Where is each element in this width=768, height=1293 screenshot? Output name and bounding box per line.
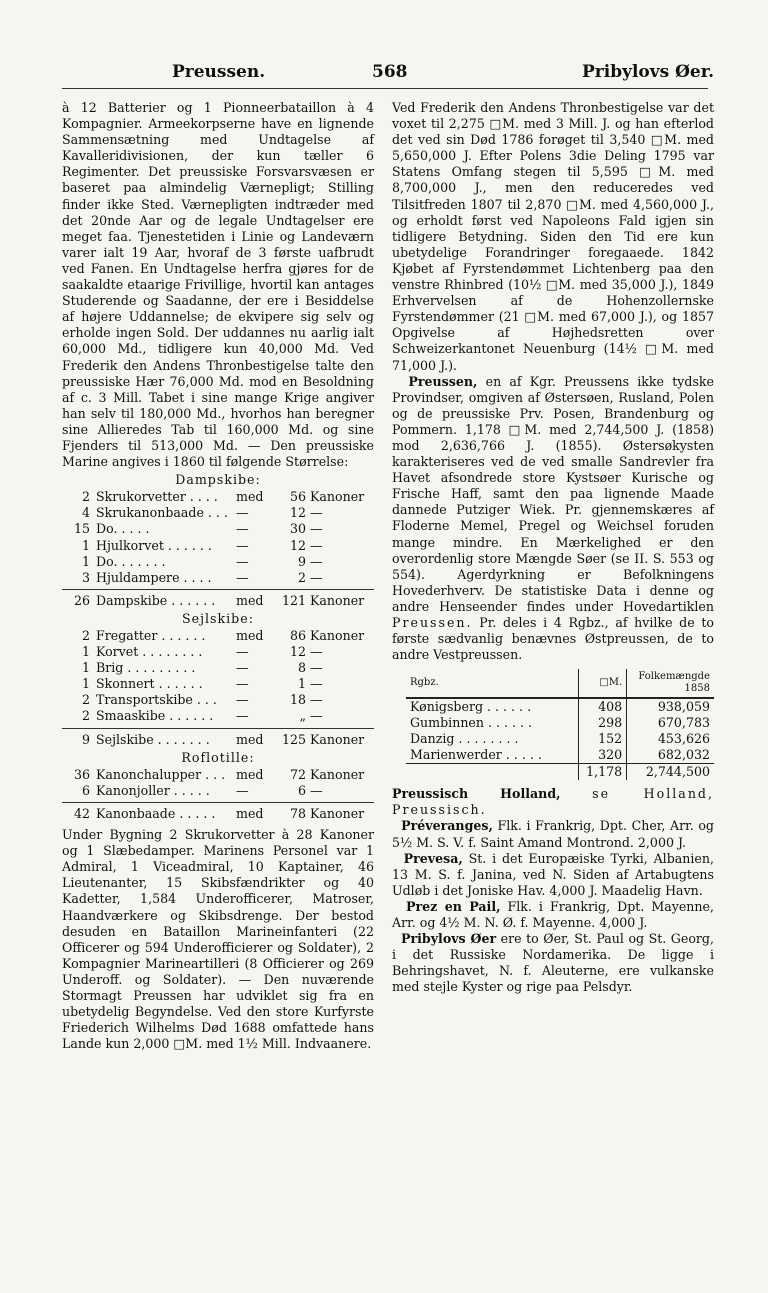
dampskibe-heading: Dampskibe: (175, 472, 261, 488)
right-column (392, 100, 714, 996)
roflotille-list (62, 767, 374, 799)
table-header-rgbz: Rgbz. (406, 669, 578, 698)
table-row: Danzig . . . . . . . . 152 453,626 (410, 731, 710, 747)
dampskib-row: 3 Hjuldampere . . . . — 2 — (81, 569, 323, 585)
dampskib-row: 2 Skrukorvetter . . . . med 56 Kanoner (81, 489, 365, 505)
dampskibe-total: 26 Dampskibe . . . . . . med 121 Kanoner (62, 589, 374, 609)
sejlskib-row: 1 Brig . . . . . . . . . — 8 — (81, 660, 323, 676)
entry-preussisch-holland: Preussisch Holland, se Holland, Preussisch. (392, 786, 714, 818)
entry-preussen-keyword: Preussen, (408, 373, 478, 389)
dampskib-row: 1 Do. . . . . . . — 9 — (81, 553, 323, 569)
dampskibe-list (62, 489, 374, 586)
left-column (62, 100, 374, 1052)
table-row: Kønigsberg . . . . . . 408 938,059 (410, 699, 710, 715)
entry-pribylovs-oer: Pribylovs Øer ere to Øer, St. Paul og St. Georg, i det Russiske Nordamerika. De ligge i Behringshavet, N. f. Aleuterne, ere vulkanske med stejle Kyster og rige paa Pelsdyr. (392, 931, 714, 995)
roflotille-row: 36 Kanonchalupper . . . med 72 Kanoner (73, 766, 365, 782)
table-header-area: □M. (578, 669, 626, 698)
left-outro-text: Under Bygning 2 Skrukorvetter à 28 Kanoner og 1 Slæbedamper. Marinens Personel var 1 Admiral, 1 Viceadmiral, 10 Kaptainer, 46 Lieutenanter, 15 Skibsfændrikter og 40 Kadetter, 1,584 Underofficerer, Matroser, Haandværkere og Skibsdrenge. Der bestod desuden en Bataillon Marineinfanteri (22 Officerer og 594 Underofficierer og Soldater), 2 Kompagnier Marineartilleri (8 Officierer og 269 Underoff. og Soldater). — Den nuværende Stormagt Preussen har udviklet sig fra en ubetydelig Begyndelse. Ved den store Kurfyrste Friederich Wilhelms Død 1688 omfattede hans Lande kun 2,000 □M. med 1½ Mill. Indvaanere. (62, 827, 374, 1052)
entry-preussen: Preussen, en af Kgr. Preussens ikke tydske Provindser, omgiven af Østersøen, Rusland, Polen og de preussiske Prv. Posen, Brandenburg og Pommern. 1,178 □M. med 2,744,500 J. (1858) mod 2,636,766 J. (1855). Østersøkysten karakteriseres ved de ved smalle Sandrevler fra Havet afsondrede store Kystsøer Kurische og Frische Haff, samt den paa lignende Maade dannede Putziger Wiek. Pr. gjennemskæres af Floderne Memel, Pregel og Weichsel foruden mange mindre. En Mærkelighed er den overordenlig store Mængde Søer (se II. S. 553 og 554). Agerdyrkning er Befolkningens Hovederhverv. De statistiske Data i denne og andre Henseender findes under Hovedartiklen Preussen. Pr. deles i 4 Rgbz., af hvilke de to første sædvanlig benævnes Østpreussen, de to andre Vestpreussen. (392, 373, 714, 663)
sejlskib-row: 2 Fregatter . . . . . . med 86 Kanoner (81, 628, 365, 643)
entry-prez-en-pail: Prez en Pail, Flk. i Frankrig, Dpt. Mayenne, Arr. og 4½ M. N. Ø. f. Mayenne. 4,000 J. (392, 898, 714, 931)
sejlskibe-list (62, 628, 374, 725)
sejlskibe-heading: Sejlskibe: (182, 610, 254, 626)
dampskib-row: 15 Do. . . . . — 30 — (73, 521, 323, 537)
sejlskibe-total: 9 Sejlskibe . . . . . . . med 125 Kanoner (62, 728, 374, 748)
header-rule (62, 88, 708, 89)
table-row: Gumbinnen . . . . . . 298 670,783 (410, 715, 710, 731)
roflotille-row: 6 Kanonjoller . . . . . — 6 — (81, 782, 323, 798)
roflotille-total: 42 Kanonbaade . . . . . med 78 Kanoner (62, 802, 374, 822)
table-row: Marienwerder . . . . . 320 682,032 (410, 747, 710, 763)
entry-preveranges: Préveranges, Flk. i Frankrig, Dpt. Cher, Arr. og 5½ M. S. V. f. Saint Amand Montrond. 2,000 J. (392, 818, 714, 850)
left-intro-text: à 12 Batterier og 1 Pionneerbataillon à 4 Kompagnier. Armeekorpserne have en lignende Sammensætning med Undtagelse af Kavalleridivisionen, der kun tæller 6 Regimenter. Det preussiske Forsvarsvæsen er baseret paa almindelig Værnepligt; Stilling finder ikke Sted. Værnepligten indtræder med det 20nde Aar og de legale Undtagelser ere meget faa. Tjenestetiden i Linie og Landeværn varer ialt 19 Aar, hvoraf de 3 første uafbrudt ved Fanen. En Undtagelse herfra gjøres for de saakaldte etaarige Frivillige, hvortil kan antages Studerende og Saadanne, der ere i Besiddelse af højere Uddannelse; de ekvipere sig selv og erholde ingen Sold. Der uddannes nu aarlig ialt 60,000 Md., tidligere kun 40,000 Md. Ved Frederik den Andens Thronbestigelse talte den preussiske Hær 76,000 Md. mod en Besoldning af c. 3 Mill. Tabet i sine mange Krige angiver han selv til 180,000 Md., hvorhos han beregner sine Allieredes Tab til 160,000 Md. og sine Fjenders til 513,000 Md. — Den preussiske Marine angives i 1860 til følgende Størrelse: (62, 100, 374, 470)
roflotille-heading: Roflotille: (181, 749, 255, 765)
sejlskib-row: 2 Transportskibe . . . — 18 — (81, 692, 323, 708)
running-head-right: Pribylovs Øer. (582, 62, 715, 82)
table-sum-row: 1,178 2,744,500 (406, 764, 714, 781)
page-number: 568 (372, 62, 408, 82)
entry-prevesa: Prevesa, St. i det Europæiske Tyrki, Albanien, 13 M. S. f. Janina, ved N. Siden af Artabugtens Udløb i det Joniske Hav. 4,000 J. Maadelig Havn. (392, 850, 714, 898)
table-header-population: Folkemængde 1858 (627, 669, 714, 698)
prussia-history-text: Ved Frederik den Andens Thronbestigelse var det voxet til 2,275 □M. med 3 Mill. J. og han efterlod det ved sin Død 1786 forøget til 3,540 □M. med 5,650,000 J. Efter Polens 3die Deling 1795 var Statens Omfang stegen til 5,595 □M. med 8,700,000 J., men den reduceredes ved Tilsitfreden 1807 til 2,870 □M. med 4,560,000 J., og erholdt først ved Napoleons Fald igjen sin tidligere Betydning. Siden den Tid ere kun ubetydelige Forandringer foregaaede. 1842 Kjøbet af Fyrstendømmet Lichtenberg paa den venstre Rhinbred (10½ □M. med 35,000 J.), 1849 Erhvervelsen af de Hohenzollernske Fyrstendømmer (21 □M. med 67,000 J.), og 1857 Opgivelse af Højhedsretten over Schweizerkantonet Neuenburg (14½ □M. med 71,000 J.). (392, 100, 714, 373)
regierungsbezirk-table (406, 669, 714, 780)
sejlskib-row: 2 Smaaskibe . . . . . . — „ — (81, 708, 323, 724)
dampskib-row: 4 Skrukanonbaade . . . — 12 — (81, 505, 323, 521)
dampskib-row: 1 Hjulkorvet . . . . . . — 12 — (81, 537, 323, 553)
sejlskib-row: 1 Korvet . . . . . . . . — 12 — (81, 644, 323, 660)
sejlskib-row: 1 Skonnert . . . . . . — 1 — (81, 676, 323, 692)
running-head-left: Preussen. (172, 62, 266, 82)
